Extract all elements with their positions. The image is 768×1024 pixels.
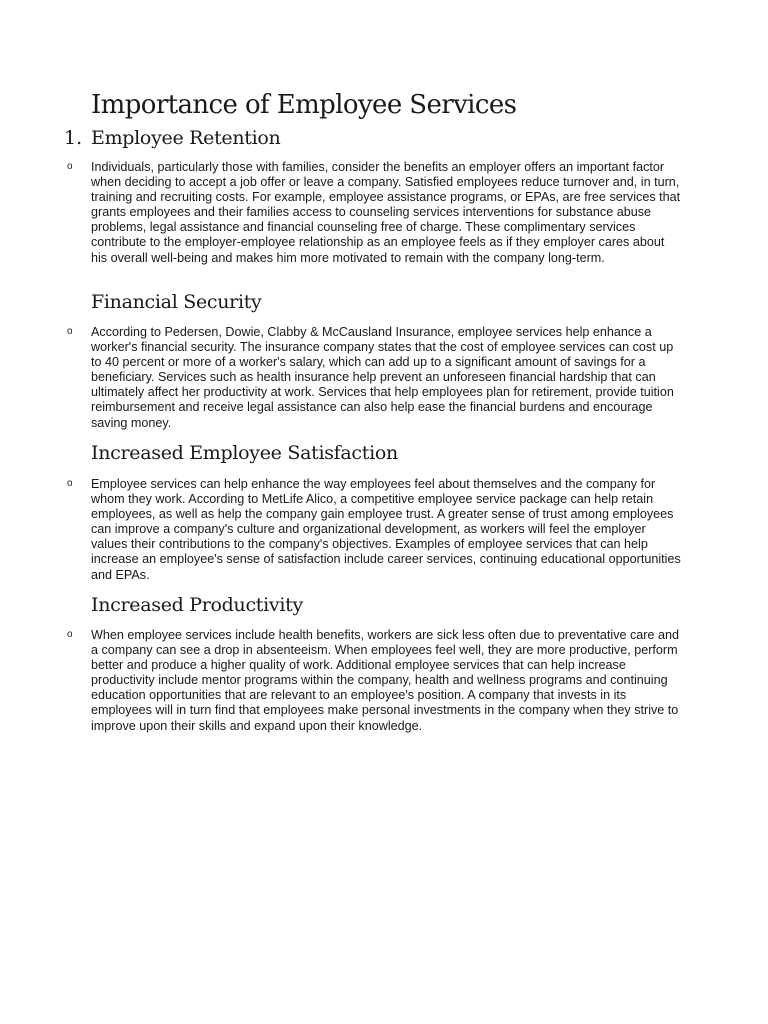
section-heading: Financial Security [91, 291, 262, 313]
section-paragraph: According to Pedersen, Dowie, Clabby & McCausland Insurance, employee services help enhance a worker's financial security. The insurance company states that the cost of employee services can cost up to 40 percent or more of a worker's salary, which can add up to a significant amount of savings for a beneficiary. Services such as health insurance help prevent an unforeseen financial hardship that can ultimately affect her productivity at work. Services that help employees plan for retirement, provide tuition reimbursement and receive legal assistance can also help ease the financial burdens and encourage saving money. [91, 325, 674, 430]
bullet-marker: o [67, 161, 73, 172]
section-heading: Increased Employee Satisfaction [91, 442, 398, 464]
section-number: 1. [64, 127, 83, 149]
section-paragraph: Employee services can help enhance the way employees feel about themselves and the company for whom they work. According to MetLife Alico, a competitive employee service package can help retain employees, as well as help the company gain employee trust. A greater sense of trust among employees can improve a company's culture and organizational development, as workers will feel the employer values their contributions to the company's objectives. Examples of employee services that can help increase an employee's sense of satisfaction include career services, continuing educational opportunities and EPAs. [91, 477, 681, 582]
bullet-marker: o [67, 629, 73, 640]
bullet-marker: o [67, 478, 73, 489]
section-paragraph: When employee services include health benefits, workers are sick less often due to preventative care and a company can see a drop in absenteeism. When employees feel well, they are more productive, perform better and produce a higher quality of work. Additional employee services that can help increase productivity include mentor programs within the company, health and wellness programs and continuing education opportunities that are relevant to an employee's position. A company that invests in its employees will in turn find that employees make personal investments in the company when they strive to improve upon their skills and expand upon their knowledge. [91, 628, 680, 733]
section-paragraph: Individuals, particularly those with families, consider the benefits an employer offers an important factor when deciding to accept a job offer or leave a company. Satisfied employees reduce turnover and, in turn, training and recruiting costs. For example, employee assistance programs, or EPAs, are free services that grants employees and their families access to counseling services interventions for substance abuse problems, legal assistance and financial counseling free of charge. These complimentary services contribute to the employer-employee relationship as an employee feels as if they employer cares about his overall well-being and makes him more motivated to remain with the company long-term. [91, 160, 681, 265]
section-heading: Increased Productivity [91, 594, 303, 616]
section-heading: Employee Retention [91, 127, 281, 149]
document-title: Importance of Employee Services [91, 90, 517, 120]
bullet-marker: o [67, 326, 73, 337]
